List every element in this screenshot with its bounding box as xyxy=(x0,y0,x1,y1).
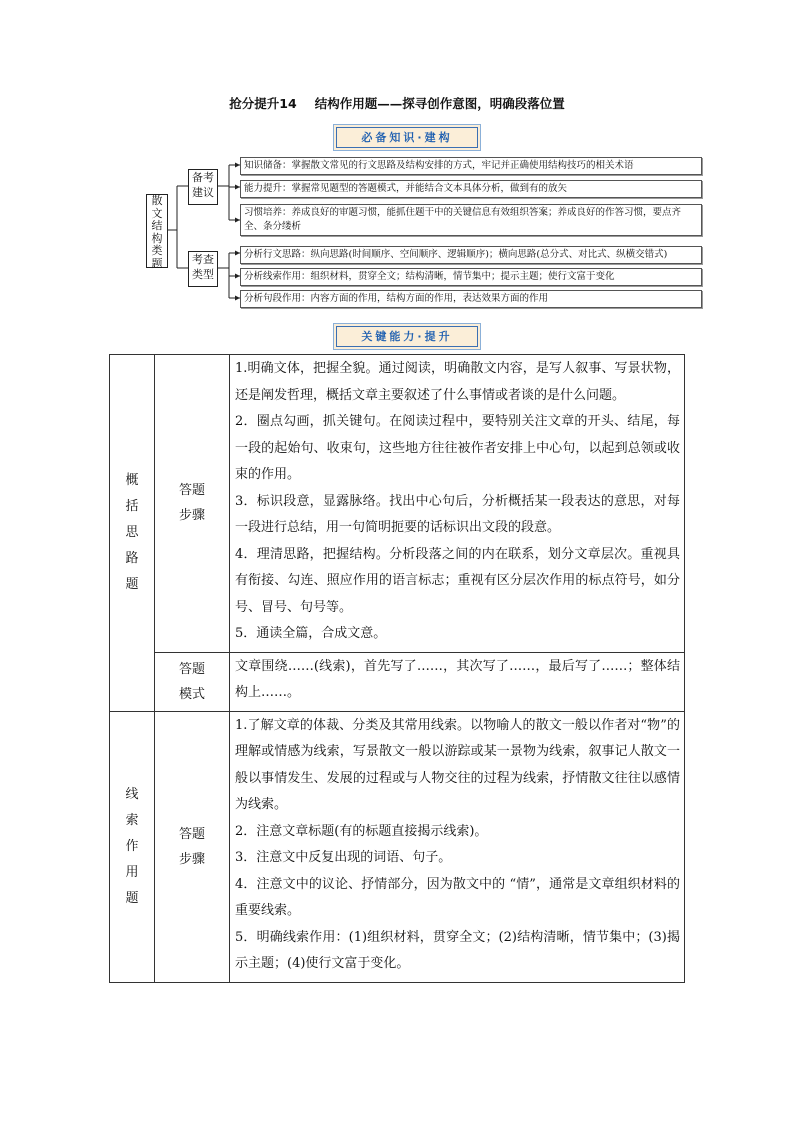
title-part1: 抢分提升14 xyxy=(229,96,297,111)
section-banner-knowledge: 必备知识·建构 xyxy=(336,127,478,148)
row-label: 答题步骤 xyxy=(178,826,205,867)
mindmap-leaf: 习惯培养：养成良好的审题习惯，能抓住题干中的关键信息有效组织答案；养成良好的作答习惯，要点齐全、条分缕析 xyxy=(240,204,702,236)
table-content-cell xyxy=(230,711,685,982)
step-line: 5．明确线索作用：(1)组织材料，贯穿全文；(2)结构清晰，情节集中；(3)揭示主题；(4)使行文富于变化。 xyxy=(235,929,680,971)
section-banner-ability: 关键能力·提升 xyxy=(336,326,478,347)
step-line: 5．通读全篇，合成文意。 xyxy=(235,626,387,641)
mindmap-leaf: 分析线索作用：组织材料，贯穿全文；结构清晰，情节集中；提示主题；使行文富于变化 xyxy=(240,268,702,286)
step-line: 文章围绕……(线索)，首先写了……，其次写了……，最后写了……；整体结构上……。 xyxy=(235,658,680,700)
mindmap-branch-prep xyxy=(188,169,218,205)
step-line: 1.了解文章的体裁、分类及其常用线索。以物喻人的散文一般以作者对“物”的理解或情感为线索，写景散文一般以游踪或某一景物为线索，叙事记人散文一般以事情发生、发展的过程或与人物交往的过程为线索，抒情散文往往以感情为线索。 xyxy=(235,717,680,812)
row-label: 答题模式 xyxy=(178,661,205,702)
table-content-cell xyxy=(230,652,685,711)
mindmap-branch-label: 备考建议 xyxy=(192,171,214,199)
table-category-cell xyxy=(110,355,155,712)
mindmap-leaf: 能力提升：掌握常见题型的答题模式，并能结合文本具体分析，做到有的放矢 xyxy=(240,180,702,198)
mindmap-leaf: 知识储备：掌握散文常见的行文思路及结构安排的方式，牢记并正确使用结构技巧的相关术语 xyxy=(240,157,702,175)
step-line: 4．理清思路，把握结构。分析段落之间的内在联系，划分文章层次。重视具有衔接、勾连、照应作用的语言标志；重视有区分层次作用的标点符号，如分号、冒号、句号等。 xyxy=(235,546,680,615)
category-label: 线索作用题 xyxy=(125,786,139,906)
step-line: 3．注意文中反复出现的词语、句子。 xyxy=(235,850,452,865)
step-line: 1.明确文体，把握全貌。通过阅读，明确散文内容，是写人叙事、写景状物，还是阐发哲理，概括文章主要叙述了什么事情或者谈的是什么问题。 xyxy=(235,361,680,403)
mindmap-root-label: 散文结构类题 xyxy=(151,194,163,270)
table-sub-cell xyxy=(155,711,230,982)
step-line: 4．注意文中的议论、抒情部分，因为散文中的 “情”，通常是文章组织材料的重要线索。 xyxy=(235,876,680,918)
title-part2: 结构作用题——探寻创作意图，明确段落位置 xyxy=(314,96,565,111)
mindmap-branch-label: 考查类型 xyxy=(192,253,214,281)
step-line: 2．注意文章标题(有的标题直接揭示线索)。 xyxy=(235,823,488,839)
mindmap-leaf: 分析句段作用：内容方面的作用，结构方面的作用，表达效果方面的作用 xyxy=(240,290,702,308)
table-row xyxy=(110,355,685,653)
table-content-cell xyxy=(230,355,685,653)
step-line: 2．圈点勾画，抓关键句。在阅读过程中，要特别关注文章的开头、结尾，每一段的起始句、收束句，这些地方往往被作者安排上中心句，以起到总领或收束的作用。 xyxy=(235,414,680,482)
mindmap-branch-types xyxy=(188,251,218,287)
table-sub-cell xyxy=(155,652,230,711)
table-sub-cell xyxy=(155,355,230,653)
row-label: 答题步骤 xyxy=(178,483,205,524)
method-table xyxy=(109,354,685,983)
step-line: 3．标识段意，显露脉络。找出中心句后，分析概括某一段表达的意思，对每一段进行总结，用一句简明扼要的话标识出文段的段意。 xyxy=(235,493,680,535)
table-row xyxy=(110,711,685,982)
table-row xyxy=(110,652,685,711)
mindmap-root xyxy=(146,194,168,268)
category-label: 概括思路题 xyxy=(125,472,139,592)
mindmap-leaf: 分析行文思路：纵向思路(时间顺序、空间顺序、逻辑顺序)；横向思路(总分式、对比式、纵横交错式) xyxy=(240,246,702,264)
table-category-cell xyxy=(110,711,155,982)
